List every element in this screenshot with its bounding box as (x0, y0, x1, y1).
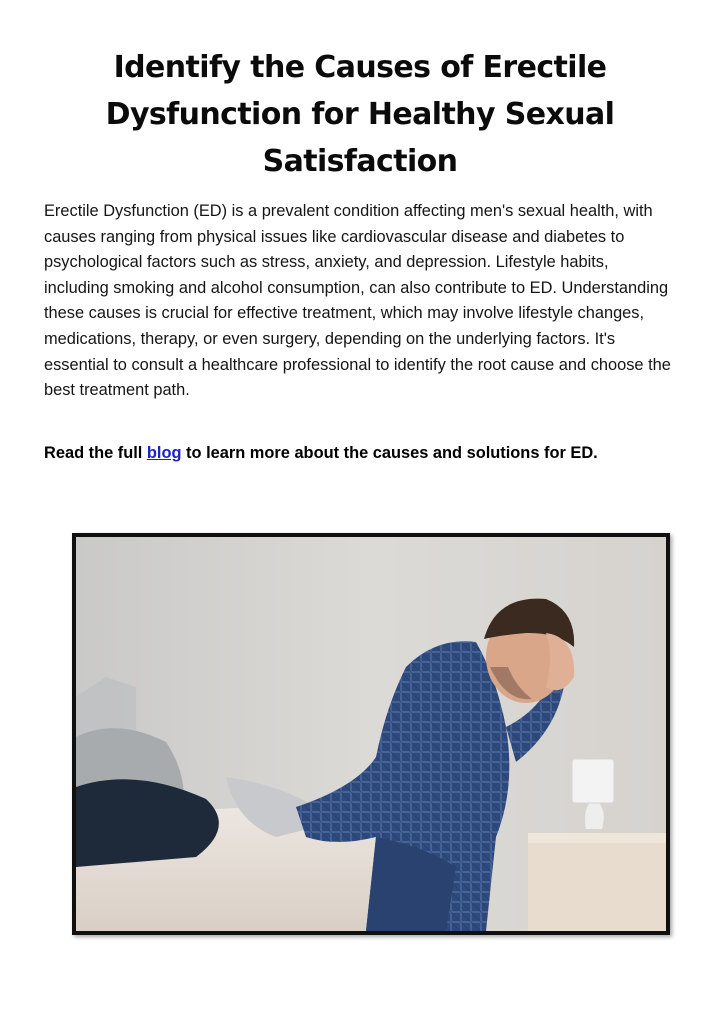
blog-link[interactable]: blog (146, 444, 182, 462)
read-more-paragraph (44, 441, 680, 467)
cta-suffix: to learn more about the causes and solutions for ED. (181, 444, 598, 462)
stressed-man-photo (72, 533, 670, 935)
title-line-2: Dysfunction for Healthy Sexual (105, 97, 615, 132)
photo-illustration (76, 537, 666, 931)
nightstand (528, 833, 666, 931)
title-line-1: Identify the Causes of Erectile (113, 50, 607, 85)
intro-paragraph: Erectile Dysfunction (ED) is a prevalent condition affecting men's sexual health, with causes ranging from physical issues like cardiovascular disease and diabetes to psychological factors such as stress, anxiety, and depression. Lifestyle habits, including smoking and alcohol consumption, can also contribute to ED. Understanding these causes is crucial for effective treatment, which may involve lifestyle changes, medications, therapy, or even surgery, depending on the underlying factors. It's essential to consult a healthcare professional to identify the root cause and choose the best treatment path. (44, 202, 671, 400)
lamp-shade (572, 759, 614, 803)
cta-prefix: Read the full (44, 444, 147, 462)
title-line-3: Satisfaction (262, 144, 458, 179)
page-title (40, 44, 680, 185)
